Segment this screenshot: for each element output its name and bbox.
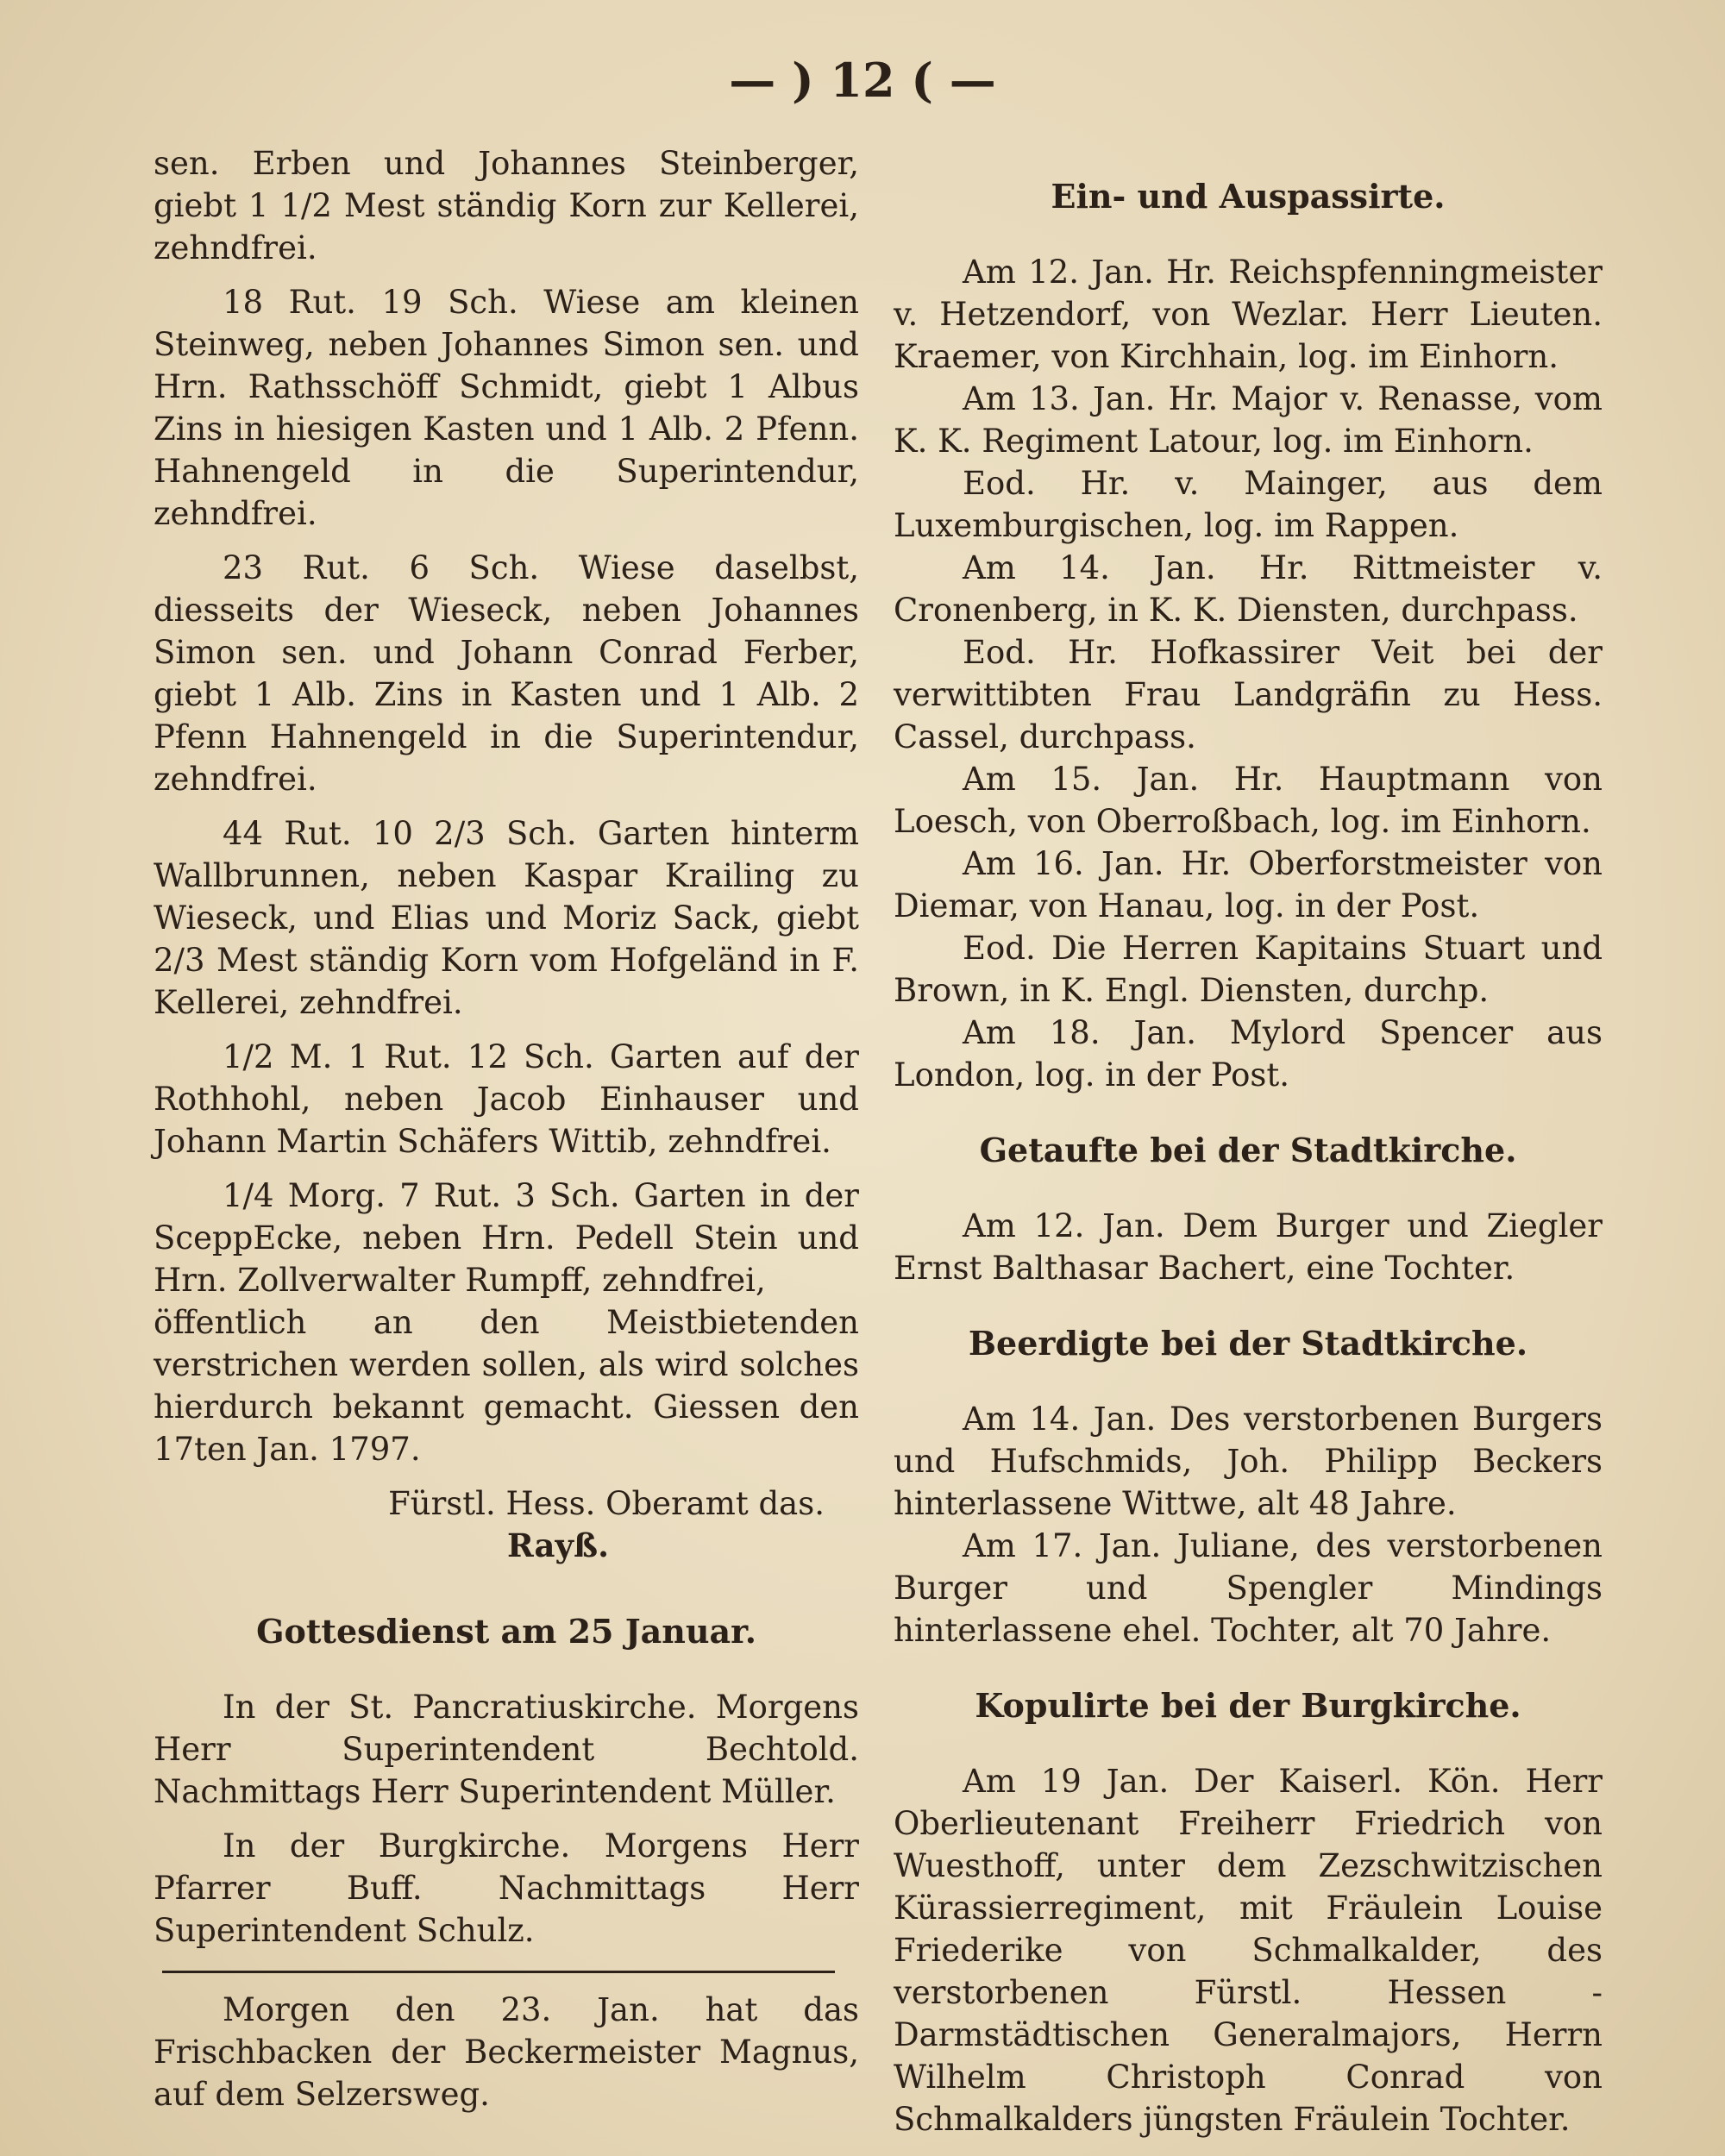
auction-announcement: öffentlich an den Meistbietenden verstrichen werden sollen, als wird solches hierdurch bekannt gemacht. Giessen den 17ten Jan. 1797. — [154, 1304, 859, 1468]
traveller-entry: Eod. Hr. Hofkassirer Veit bei der verwittibten Frau Landgräfin zu Hess. Cassel, durchpass. — [894, 634, 1603, 755]
traveller-entry: Am 15. Jan. Hr. Hauptmann von Loesch, von Oberroßbach, log. im Einhorn. — [894, 761, 1603, 840]
buried-entry: Am 14. Jan. Des verstorbenen Burgers und Hufschmids, Joh. Philipp Beckers hinterlassene Wittwe, alt 48 Jahre. — [894, 1401, 1603, 1522]
official-name: Rayß. — [506, 1526, 610, 1564]
property-entry: 44 Rut. 10 2/3 Sch. Garten hinterm Wallbrunnen, neben Kaspar Krailing zu Wieseck, und Elias und Moriz Sack, giebt 2/3 Mest ständig Korn vom Hofgeländ in F. Kellerei, zehndfrei. — [154, 815, 859, 1021]
property-entry: sen. Erben und Johannes Steinberger, giebt 1 1/2 Mest ständig Korn zur Kellerei, zehndfrei. — [154, 145, 859, 266]
traveller-entry: Am 18. Jan. Mylord Spencer aus London, log. in der Post. — [894, 1014, 1603, 1094]
bakery-notice: Morgen den 23. Jan. hat das Frischbacken der Beckermeister Magnus, auf dem Selzersweg. — [154, 1991, 859, 2113]
property-entry: 18 Rut. 19 Sch. Wiese am kleinen Steinweg, neben Johannes Simon sen. und Hrn. Rathsschöff Schmidt, giebt 1 Albus Zins in hiesigen Kasten und 1 Alb. 2 Pfenn. Hahnengeld in die Superintendur, zehndfrei. — [154, 284, 859, 532]
section-divider — [162, 1971, 835, 1973]
married-entry: Am 19 Jan. Der Kaiserl. Kön. Herr Oberlieutenant Freiherr Friedrich von Wuesthoff, unter dem Zezschwitzischen Kürassierregiment, mit Fräulein Louise Friederike von Schmalkalder, des verstorbenen Fürstl. Hessen - Darmstädtischen Generalmajors, Herrn Wilhelm Christoph Conrad von Schmalkalders jüngsten Fräulein Tochter. — [894, 1763, 1603, 2138]
property-entry: 1/2 M. 1 Rut. 12 Sch. Garten auf der Rothhohl, neben Jacob Einhauser und Johann Martin Schäfers Wittib, zehndfrei. — [154, 1038, 859, 1160]
right-column — [894, 142, 1603, 2140]
traveller-entry: Am 13. Jan. Hr. Major v. Renasse, vom K. K. Regiment Latour, log. im Einhorn. — [894, 380, 1603, 460]
traveller-entry: Eod. Die Herren Kapitains Stuart und Brown, in K. Engl. Diensten, durchp. — [894, 930, 1603, 1009]
worship-entry: In der St. Pancratiuskirche. Morgens Herr Superintendent Bechtold. Nachmittags Herr Superintendent Müller. — [154, 1689, 859, 1810]
left-column — [154, 142, 859, 2115]
buried-entry: Am 17. Jan. Juliane, des verstorbenen Burger und Spengler Mindings hinterlassene ehel. Tochter, alt 70 Jahre. — [894, 1527, 1603, 1649]
worship-heading: Gottesdienst am 25 Januar. — [256, 1612, 756, 1651]
authority-signature: Fürstl. Hess. Oberamt das. — [388, 1485, 825, 1522]
traveller-entry: Am 16. Jan. Hr. Oberforstmeister von Diemar, von Hanau, log. in der Post. — [894, 845, 1603, 924]
property-entry: 23 Rut. 6 Sch. Wiese daselbst, diesseits der Wieseck, neben Johannes Simon sen. und Johann Conrad Ferber, giebt 1 Alb. Zins in Kasten und 1 Alb. 2 Pfenn Hahnengeld in die Superintendur, zehndfrei. — [154, 549, 859, 798]
baptized-entry: Am 12. Jan. Dem Burger und Ziegler Ernst Balthasar Bachert, eine Tochter. — [894, 1207, 1603, 1287]
traveller-entry: Am 14. Jan. Hr. Rittmeister v. Cronenberg, in K. K. Diensten, durchpass. — [894, 549, 1603, 629]
traveller-entry: Am 12. Jan. Hr. Reichspfenningmeister v. Hetzendorf, von Wezlar. Herr Lieuten. Kraemer, von Kirchhain, log. im Einhorn. — [894, 254, 1603, 375]
property-entry: 1/4 Morg. 7 Rut. 3 Sch. Garten in der SceppEcke, neben Hrn. Pedell Stein und Hrn. Zollverwalter Rumpff, zehndfrei, — [154, 1177, 859, 1299]
traveller-entry: Eod. Hr. v. Mainger, aus dem Luxemburgischen, log. im Rappen. — [894, 465, 1603, 544]
married-heading: Kopulirte bei der Burgkirche. — [975, 1686, 1521, 1725]
buried-heading: Beerdigte bei der Stadtkirche. — [968, 1324, 1528, 1363]
page-number-header: — ) 12 ( — — [729, 53, 996, 108]
baptized-heading: Getaufte bei der Stadtkirche. — [979, 1131, 1517, 1169]
travellers-heading: Ein- und Auspassirte. — [1051, 177, 1446, 216]
worship-entry: In der Burgkirche. Morgens Herr Pfarrer Buff. Nachmittags Herr Superintendent Schulz. — [154, 1827, 859, 1949]
